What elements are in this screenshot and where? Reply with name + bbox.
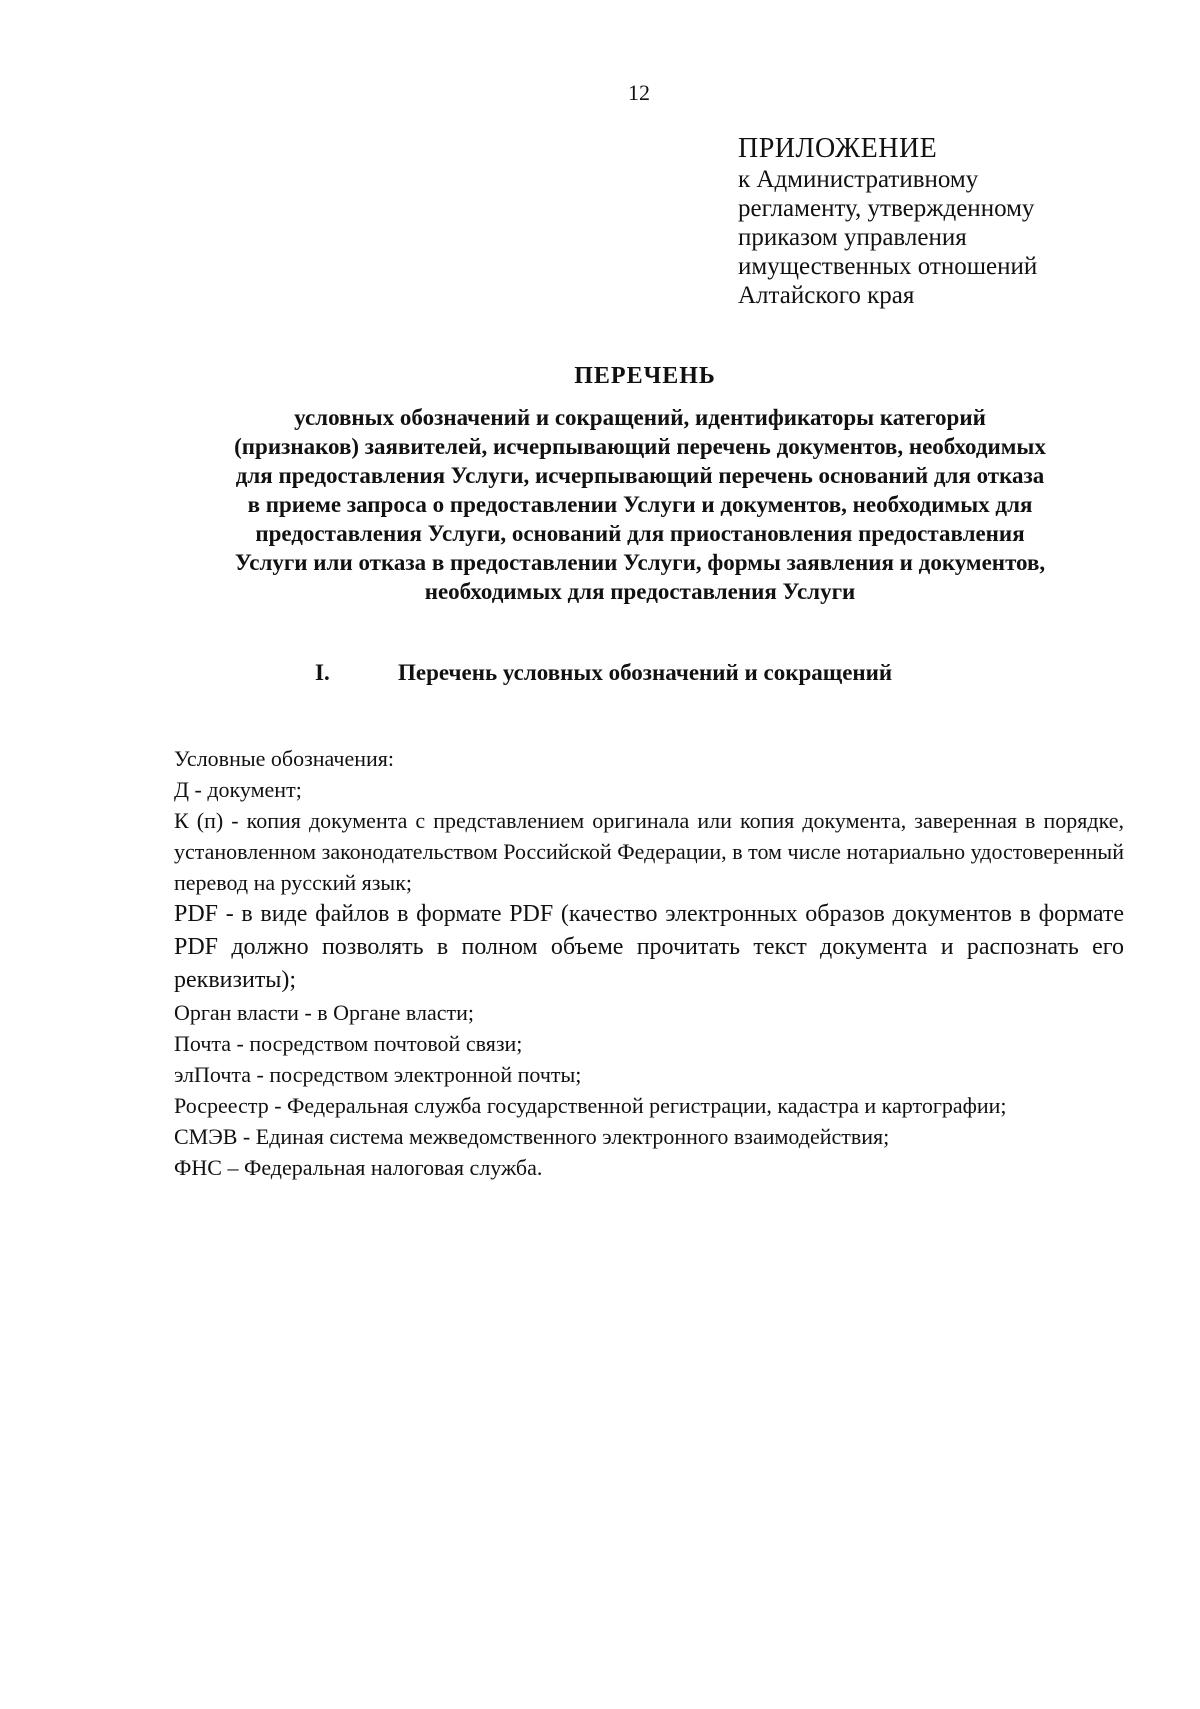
section-number: I. bbox=[315, 660, 330, 685]
appendix-line: регламенту, утвержденному bbox=[738, 195, 1035, 222]
appendix-line: к Административному bbox=[738, 166, 979, 193]
definition-item: ФНС – Федеральная налоговая служба. bbox=[174, 1155, 543, 1180]
appendix-block bbox=[738, 133, 1178, 310]
definition-item: Росреестр - Федеральная служба государственной регистрации, кадастра и картографии; bbox=[174, 1093, 1007, 1118]
appendix-line: Алтайского края bbox=[738, 282, 915, 309]
subtitle-line: необходимых для предоставления Услуги bbox=[424, 579, 856, 604]
subtitle-line: Услуги или отказа в предоставлении Услуги, формы заявления и документов, bbox=[234, 550, 1046, 575]
subtitle-line: в приеме запроса о предоставлении Услуги и документов, необходимых для bbox=[247, 492, 1033, 517]
definition-item: Почта - посредством почтовой связи; bbox=[174, 1031, 523, 1056]
appendix-title: ПРИЛОЖЕНИЕ bbox=[738, 133, 938, 164]
definition-item: СМЭВ - Единая система межведомственного электронного взаимодействия; bbox=[174, 1124, 890, 1149]
definition-item: элПочта - посредством электронной почты; bbox=[174, 1062, 582, 1087]
document-subtitle bbox=[170, 403, 1110, 606]
section-title: Перечень условных обозначений и сокращений bbox=[398, 660, 893, 685]
subtitle-line: условных обозначений и сокращений, идентификаторы категорий bbox=[294, 405, 986, 430]
definition-item: К (п) - копия документа с представлением оригинала или копия документа, заверенная в порядке, установленном законодательством Российской Федерации, в том числе нотариально удостоверенный перевод на русский язык; bbox=[174, 808, 1124, 895]
appendix-line: приказом управления bbox=[738, 224, 967, 251]
document-title: ПЕРЕЧЕНЬ bbox=[574, 363, 716, 389]
appendix-line: имущественных отношений bbox=[738, 253, 1038, 280]
definition-item: PDF - в виде файлов в формате PDF (качество электронных образов документов в формате PDF должно позволять в полном объеме прочитать текст документа и распознать его реквизиты); bbox=[174, 901, 1124, 993]
subtitle-line: (признаков) заявителей, исчерпывающий перечень документов, необходимых bbox=[234, 434, 1046, 459]
definitions-list bbox=[174, 743, 1124, 1183]
page-number: 12 bbox=[628, 80, 650, 105]
definition-item: Д - документ; bbox=[174, 777, 302, 802]
definitions-intro: Условные обозначения: bbox=[174, 746, 395, 771]
definition-item: Орган власти - в Органе власти; bbox=[174, 1000, 474, 1025]
subtitle-line: для предоставления Услуги, исчерпывающий перечень оснований для отказа bbox=[235, 463, 1045, 488]
subtitle-line: предоставления Услуги, оснований для приостановления предоставления bbox=[255, 521, 1025, 546]
